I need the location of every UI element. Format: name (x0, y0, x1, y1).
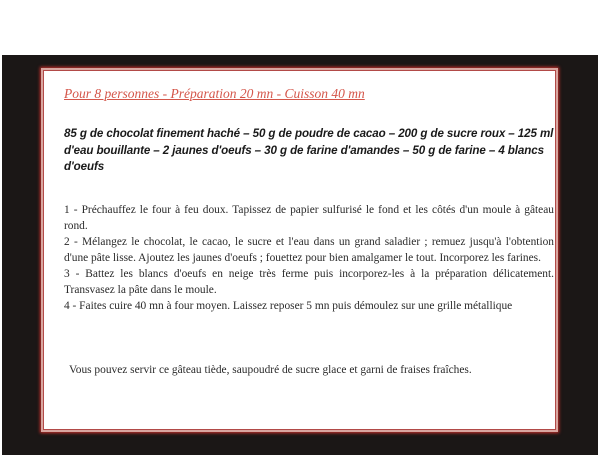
ingredients-list: 85 g de chocolat finement haché – 50 g de poudre de cacao – 200 g de sucre roux – 125 ml d'eau bouillante – 2 jaunes d'oeufs – 30 g de farine d'amandes – 50 g de farine – 4 blancs d'oeufs (64, 127, 554, 173)
step-4: 4 - Faites cuire 40 mn à four moyen. Laissez reposer 5 mn puis démoulez sur une grille métallique (64, 300, 513, 312)
step-1: 1 - Préchauffez le four à feu doux. Tapissez de papier sulfurisé le fond et les côtés d'un moule à gâteau rond. (64, 204, 554, 232)
preparation-steps (64, 202, 554, 314)
step-3: 3 - Battez les blancs d'oeufs en neige très ferme puis incorporez-les à la préparation délicatement. Transvasez la pâte dans le moule. (64, 268, 554, 296)
recipe-headline: Pour 8 personnes - Préparation 20 mn - Cuisson 40 mn (64, 86, 365, 101)
step-2: 2 - Mélangez le chocolat, le cacao, le sucre et l'eau dans un grand saladier ; remuez jusqu'à l'obtention d'une pâte lisse. Ajoutez les jaunes d'oeufs ; fouettez pour bien amalgamer le tout. Incorporez les farines. (64, 236, 554, 264)
serving-suggestion: Vous pouvez servir ce gâteau tiède, saupoudré de sucre glace et garni de fraises fraîches. (69, 364, 472, 376)
